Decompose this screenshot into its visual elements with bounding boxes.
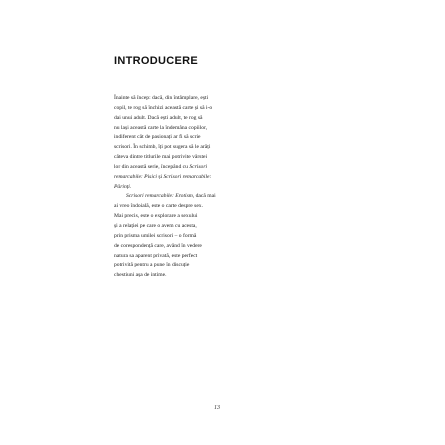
italic-run: Scrisori remarcabile: bbox=[163, 173, 212, 180]
text-run: copil, te rog să închizi această carte și să i-o bbox=[114, 104, 213, 111]
text-run: și a relației pe care o avem cu acesta, bbox=[114, 222, 197, 229]
text-line bbox=[114, 124, 384, 134]
body-text bbox=[114, 94, 384, 281]
text-line bbox=[114, 183, 384, 193]
text-line bbox=[114, 192, 384, 202]
text-run: de corespondență care, având în vedere bbox=[114, 242, 202, 249]
text-run: scrisori. În schimb, îți pot sugera să le arăți bbox=[114, 144, 211, 151]
text-run: și bbox=[156, 173, 164, 180]
text-run: prin prisma umilei scrisori – o formă bbox=[114, 232, 197, 239]
text-run: , dacă mai bbox=[192, 193, 216, 200]
text-run: dai unui adult. Dacă ești adult, te rog să bbox=[114, 114, 203, 121]
text-run: câteva dintre titlurile mai potrivite vârstei bbox=[114, 154, 208, 161]
chapter-heading: INTRODUCERE bbox=[114, 55, 198, 67]
text-line bbox=[114, 163, 384, 173]
text-line bbox=[114, 143, 384, 153]
text-line bbox=[114, 271, 384, 281]
text-run: Mai precis, este o explorare a sexului bbox=[114, 213, 198, 220]
text-line bbox=[114, 261, 384, 271]
text-line bbox=[114, 252, 384, 262]
text-run: chestiuni așa de intime. bbox=[114, 272, 167, 279]
text-run: potrivită pentru a pune în discuție bbox=[114, 262, 190, 269]
text-line bbox=[114, 104, 384, 114]
text-line bbox=[114, 232, 384, 242]
text-run: ai vreo îndoială, este o carte despre sex. bbox=[114, 203, 203, 210]
text-line bbox=[114, 153, 384, 163]
text-run: Înainte să încep: dacă, din întâmplare, ești bbox=[114, 95, 209, 101]
text-run: nu lași această carte la îndemâna copiilor, bbox=[114, 124, 208, 131]
text-run: natura sa aparent privată, este perfect bbox=[114, 252, 198, 259]
text-run: indiferent cât de pasionați ar fi să scrie bbox=[114, 134, 201, 141]
text-line bbox=[114, 173, 384, 183]
page-number: 13 bbox=[214, 405, 220, 411]
text-line bbox=[114, 94, 384, 104]
text-line bbox=[114, 242, 384, 252]
text-line bbox=[114, 133, 384, 143]
text-line bbox=[114, 202, 384, 212]
text-run: lor din această serie, începând cu bbox=[114, 163, 190, 170]
text-line bbox=[114, 212, 384, 222]
italic-run: remarcabile: Pisici bbox=[114, 173, 157, 180]
italic-run: Scrisori remarcabile: Erotism bbox=[126, 193, 193, 200]
text-line bbox=[114, 222, 384, 232]
text-run: . bbox=[129, 183, 132, 190]
italic-run: Părinți bbox=[114, 183, 130, 190]
text-line bbox=[114, 114, 384, 124]
italic-run: Scrisori bbox=[189, 163, 208, 170]
